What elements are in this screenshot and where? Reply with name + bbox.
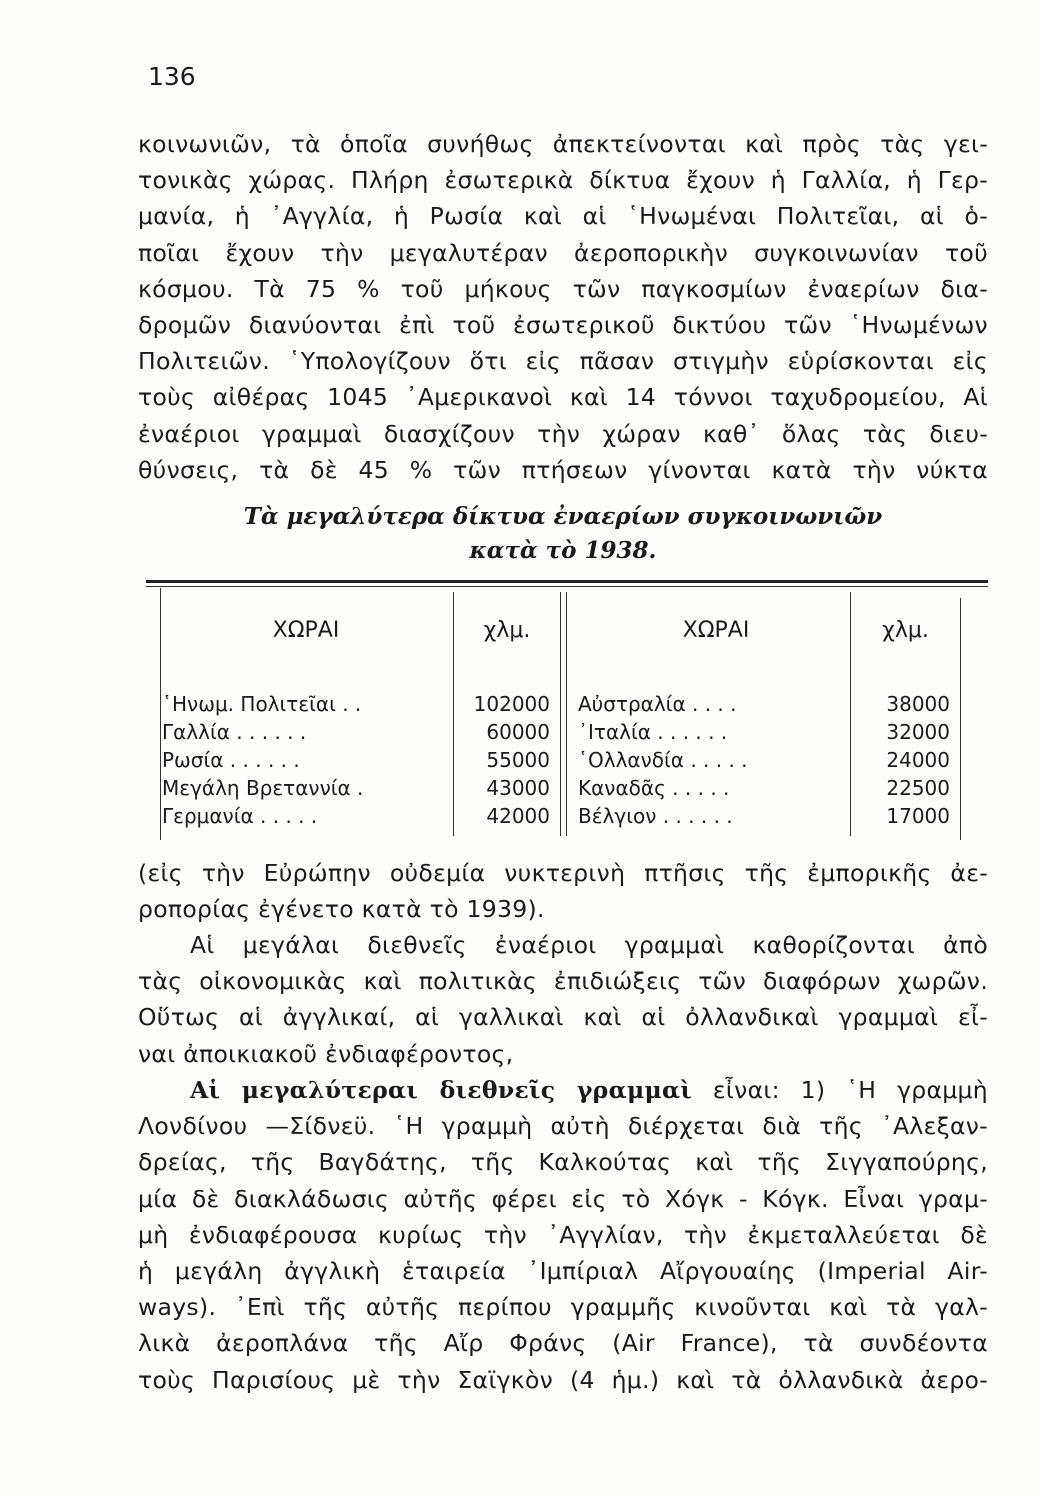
table-cell-country: ᾿Ιταλία . . . . . . [578, 720, 728, 744]
table-cell-km: 17000 [886, 804, 950, 828]
table-cell-country: Γερμανία . . . . . [162, 804, 318, 828]
header-km-right: χλμ. [882, 618, 929, 643]
text-line: Λονδίνου —Σίδνεϋ. ῾Η γραμμὴ αὐτὴ διέρχεται διὰ τῆς ᾿Αλεξαν- [138, 1112, 988, 1141]
text-line: (εἰς τὴν Εὐρώπην οὐδεμία νυκτερινὴ πτῆσις τῆς ἐμπορικῆς ἀε- [138, 859, 988, 887]
text-line: λικὰ ἀεροπλάνα τῆς Αἴρ Φράνς (Air France), τὰ συνδέοντα [138, 1329, 988, 1358]
table-title-line-2: κατὰ τὸ 1938. [469, 537, 657, 564]
paragraph-4 [138, 1072, 988, 1398]
text-line: μανία, ἡ ᾿Αγγλία, ἡ Ρωσία καὶ αἱ ῾Ηνωμέναι Πολιτεῖαι, αἱ ὁ- [138, 202, 988, 231]
text-line: δρείας, τῆς Βαγδάτης, τῆς Καλκούτας καὶ τῆς Σιγγαπούρης, [138, 1148, 988, 1177]
table-cell-km: 22500 [886, 776, 950, 800]
header-countries-left: ΧΩΡΑΙ [272, 618, 340, 643]
table-cell-km: 38000 [886, 692, 950, 716]
table-cell-country: ῾Ολλανδία . . . . . [578, 748, 748, 772]
text-line: μὴ ἐνδιαφέρουσα κυρίως τὴν ᾿Αγγλίαν, τὴν ἐκμεταλλεύεται δὲ [138, 1220, 988, 1249]
text-line: Οὕτως αἱ ἀγγλικαί, αἱ γαλλικαὶ καὶ αἱ ὀλλανδικαὶ γραμμαὶ εἶ- [138, 1003, 988, 1032]
text-line: τοὺς Παρισίους μὲ τὴν Σαϊγκὸν (4 ἡμ.) καὶ τὰ ὀλλανδικὰ ἀερο- [138, 1365, 988, 1394]
text-line: τονικὰς χώρας. Πλήρη ἐσωτερικὰ δίκτυα ἔχουν ἡ Γαλλία, ἡ Γερ- [138, 166, 988, 195]
table-cell-country: Γαλλία . . . . . . [162, 720, 307, 744]
table-cell-km: 42000 [486, 804, 550, 828]
table-right-border [960, 598, 961, 840]
page-number: 136 [148, 62, 196, 91]
table-top-rule [146, 580, 988, 583]
table-cell-km: 43000 [486, 776, 550, 800]
table-cell-country: Αὐστραλία . . . . [578, 692, 737, 716]
table-divider [566, 592, 567, 836]
paragraph-2 [138, 855, 988, 927]
table-title [138, 500, 988, 568]
text-line: κόσμου. Τὰ 75 % τοῦ μήκους τῶν παγκοσμίων ἐναερίων δια- [138, 274, 988, 303]
table-cell-country: Ρωσία . . . . . . [162, 748, 300, 772]
header-countries-right: ΧΩΡΑΙ [682, 618, 750, 643]
text-line: τοὺς αἰθέρας 1045 ᾿Αμερικανοὶ καὶ 14 τόννοι ταχυδρομείου, Αἱ [138, 383, 988, 412]
text-line: ναι ἀποικιακοῦ ἐνδιαφέροντος, [138, 1039, 514, 1068]
table-cell-km: 24000 [886, 748, 950, 772]
table-cell-km: 102000 [473, 692, 550, 716]
table-title-line-1: Τὰ μεγαλύτερα δίκτυα ἐναερίων συγκοινωνιῶν [243, 503, 883, 530]
text-line: θύνσεις, τὰ δὲ 45 % τῶν πτήσεων γίνονται κατὰ τὴν νύκτα [138, 455, 988, 484]
paragraph-1 [138, 126, 988, 488]
text-line: μία δὲ διακλάδωσις αὐτῆς φέρει εἰς τὸ Χόγκ - Κόγκ. Εἶναι γραμ- [138, 1184, 988, 1213]
table-cell-km: 55000 [486, 748, 550, 772]
table-divider [560, 592, 561, 836]
table-cell-country: Καναδᾶς . . . . . [578, 776, 730, 800]
table-top-rule-thin [146, 586, 988, 587]
table-cell-country: ῾Ηνωμ. Πολιτεῖαι . . [162, 692, 362, 716]
text-line [138, 1072, 988, 1108]
text-line: ἡ μεγάλη ἀγγλικὴ ἑταιρεία ᾿Ιμπίριαλ Αἴργουαίης (Imperial Air- [138, 1256, 988, 1285]
text-fragment: εἶναι: 1) ῾Η γραμμὴ [692, 1076, 988, 1104]
table-left-border [160, 588, 161, 840]
table-cell-country: Βέλγιον . . . . . . [578, 804, 733, 828]
paragraph-3 [138, 927, 988, 1072]
text-line: ροπορίας ἐγένετο κατὰ τὸ 1939). [138, 895, 545, 924]
text-line: Πολιτειῶν. ῾Υπολογίζουν ὅτι εἰς πᾶσαν στιγμὴν εὑρίσκονται εἰς [138, 347, 988, 376]
bold-heading-inline: Αἱ μεγαλύτεραι διεθνεῖς γραμμαὶ [190, 1076, 693, 1104]
text-line: δρομῶν διανύονται ἐπὶ τοῦ ἐσωτερικοῦ δικτύου τῶν ῾Ηνωμένων [138, 310, 988, 339]
text-line: τὰς οἰκονομικὰς καὶ πολιτικὰς ἐπιδιώξεις τῶν διαφόρων χωρῶν. [138, 967, 988, 996]
table-cell-km: 60000 [486, 720, 550, 744]
airline-network-table [146, 580, 988, 840]
text-line: ways). ᾿Επὶ τῆς αὐτῆς περίπου γραμμῆς κινοῦνται καὶ τὰ γαλ- [138, 1293, 988, 1322]
table-cell-km: 32000 [886, 720, 950, 744]
text-line: ἐναέριοι γραμμαὶ διασχίζουν τὴν χώραν καθ᾿ ὅλας τὰς διευ- [138, 419, 988, 448]
text-line: ποῖαι ἔχουν τὴν μεγαλυτέραν ἀεροπορικὴν συγκοινωνίαν τοῦ [138, 238, 988, 267]
header-km-left: χλμ. [483, 618, 531, 643]
text-line: κοινωνιῶν, τὰ ὁποῖα συνήθως ἀπεκτείνονται καὶ πρὸς τὰς γει- [138, 130, 988, 158]
table-cell-country: Μεγάλη Βρεταννία . [162, 776, 364, 800]
text-line: Αἱ μεγάλαι διεθνεῖς ἐναέριοι γραμμαὶ καθορίζονται ἀπὸ [190, 931, 988, 959]
